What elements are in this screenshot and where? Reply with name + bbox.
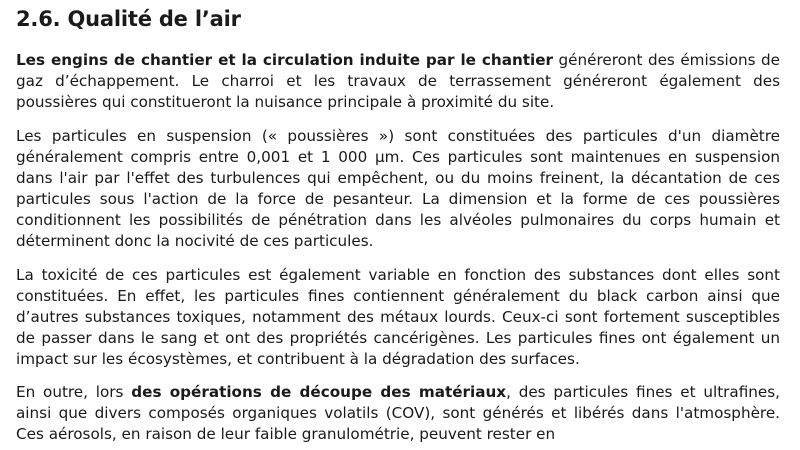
paragraph-decoupe [16,382,780,445]
paragraph-toxicite: La toxicité de ces particules est également variable en fonction des substances dont elles sont constituées. En effet, les particules fines contiennent généralement du black carbon ainsi que d’autres substances toxiques, notamment des métaux lourds. Ceux-ci sont fortement susceptibles de passer dans le sang et ont des propriétés cancérigènes. Les particules fines ont également un impact sur les écosystèmes, et contribuent à la dégradation des surfaces. [16,266,780,368]
paragraph-engins [16,50,780,113]
document-page [16,0,780,445]
paragraph-inline-bold: des opérations de découpe des matériaux [131,383,507,401]
paragraph-text: , des particules fines et ultrafines, ainsi que divers composés organiques volatils (COV), sont générés et libérés dans l'atmosphère. Ces aérosols, en raison de leur faible granulométrie, peuvent rester en [16,383,780,443]
paragraph-text: généreront des émissions de gaz d’échappement. Le charroi et les travaux de terrassement généreront également des poussières qui constitueront la nuisance principale à proximité du site. [16,51,780,111]
section-title: 2.6. Qualité de l’air [16,7,241,31]
paragraph-particules: Les particules en suspension (« poussières ») sont constituées des particules d'un diamètre généralement compris entre 0,001 et 1 000 µm. Ces particules sont maintenues en suspension dans l'air par l'effet des turbulences qui empêchent, ou du moins freinent, la décantation de ces particules sous l'action de la force de pesanteur. La dimension et la forme de ces poussières conditionnent les possibilités de pénétration dans les alvéoles pulmonaires du corps humain et déterminent donc la nocivité de ces particules. [16,127,780,250]
paragraph-lead-bold: Les engins de chantier et la circulation induite par le chantier [16,51,554,69]
paragraph-text: En outre, lors [16,383,132,401]
